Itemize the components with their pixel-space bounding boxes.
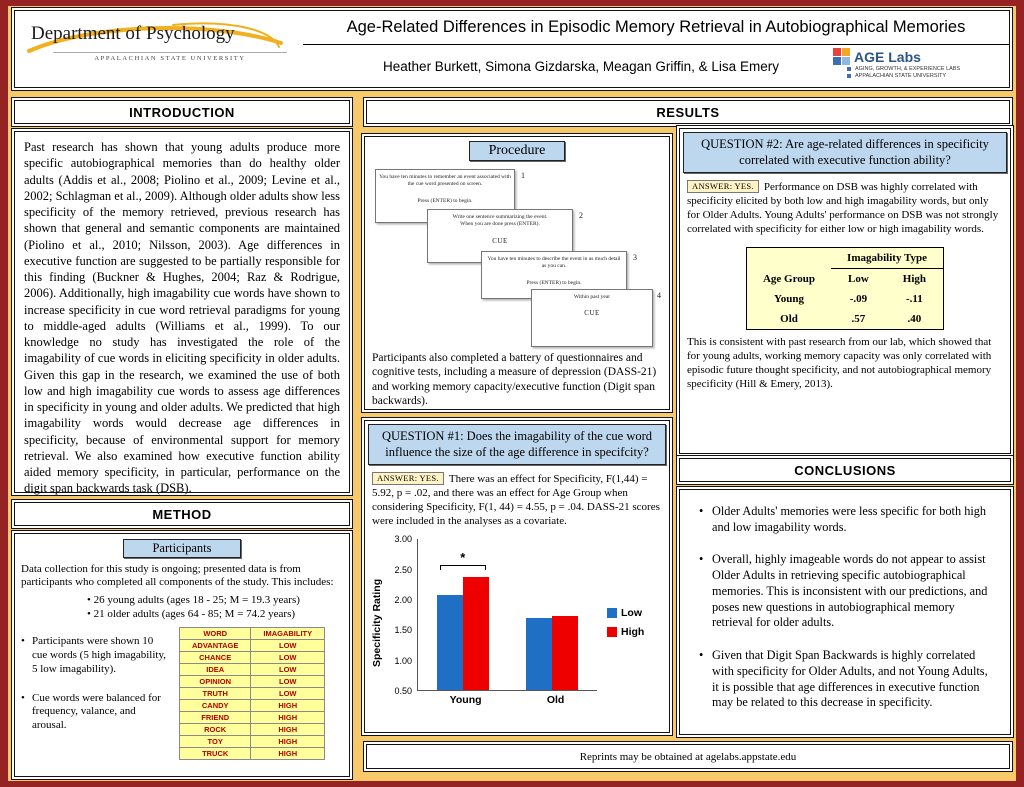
procedure-box xyxy=(364,136,670,410)
method-bullet-list xyxy=(87,593,349,622)
legend-swatch-icon xyxy=(607,627,617,637)
row-header: Young xyxy=(774,293,804,306)
age-labs-tagline-2: APPALACHIAN STATE UNIVERSITY xyxy=(833,73,1001,79)
slide-number: 2 xyxy=(579,211,583,220)
psych-logo-name: Department of Psychology xyxy=(31,23,235,44)
cell-word: ADVANTAGE xyxy=(180,640,251,652)
table-header-row xyxy=(746,269,943,290)
cell-word: FRIEND xyxy=(180,712,251,724)
question1-answer-text: There was an effect for Specificity, F(1,44) = 5.92, p = .02, and there was an effect for Age Group when considering Specificity, F(1, 44) = 4.55, p = .04. DASS-21 scores were included in the analyses as a covariate. xyxy=(372,473,660,528)
age-labs-name: AGE Labs xyxy=(854,48,921,65)
legend-swatch-icon xyxy=(607,608,617,618)
cell-imagability: HIGH xyxy=(251,748,325,760)
procedure-slide-4 xyxy=(531,289,653,347)
cell-word: TRUTH xyxy=(180,688,251,700)
span-header: Imagability Type xyxy=(831,248,943,269)
cue-word-table xyxy=(179,627,325,760)
question2-box xyxy=(679,128,1011,454)
introduction-text: Past research has shown that young adults produce more specific autobiographical memories than do healthy older adults (Addis et al., 2008; Piolino et al., 2009; Levine et al., 2002; Schlagman et al., 2009). Although older adults show less specificity of the memory retrieved, previous research has shown that general and semantic components are maintained (Piolino et al., 2010; Nilsson, 2003). Age differences in executive function are suggested to be partially responsible for this finding (Buckner & Hughes, 2004; Raz & Rodrigue, 2006). Additionally, high imagability cue words have shown to increase specificity in cue word retrieval paradigms for young to middle-aged adults (Williams et al., 1999). To our knowledge no study has investigated the role of the imagability of cue words in eliciting specificity in older adults. Given this gap in the research, we examined the use of both low and high imagability cue words to assess age differences in specificity in young and older adults. We predicted that high imagability words would decrease age differences in specificity, because of environmental support for memory retrieval. We also examined how executive function ability aided memory specificity, in particular, performance on the digit span backwards task (DSB). xyxy=(24,140,340,496)
chart-legend xyxy=(607,607,644,638)
slide-cue-text: CUE xyxy=(584,309,600,318)
introduction-heading: INTRODUCTION xyxy=(14,100,350,124)
correlation-value: -.09 xyxy=(849,293,868,306)
slide-text: Within past year xyxy=(573,294,611,300)
participants-subheading: Participants xyxy=(123,539,241,558)
cell-word: OPINION xyxy=(180,676,251,688)
procedure-subheading: Procedure xyxy=(469,141,565,161)
reprints-footer: Reprints may be obtained at agelabs.appstate.edu xyxy=(366,744,1010,769)
table-row xyxy=(746,309,943,330)
slide-number: 4 xyxy=(657,291,661,300)
slide-text: You have ten minutes to describe the event in as much detail as you can. xyxy=(487,256,621,270)
conclusions-heading: CONCLUSIONS xyxy=(679,458,1011,482)
table-row xyxy=(180,664,325,676)
psych-logo-subtitle: APPALACHIAN STATE UNIVERSITY xyxy=(53,52,287,62)
blank-cell xyxy=(746,248,831,269)
table-row xyxy=(180,748,325,760)
age-labs-tagline-1: AGING, GROWTH, & EXPERIENCE LABS xyxy=(833,66,1001,72)
cell-imagability: HIGH xyxy=(251,712,325,724)
question1-heading: QUESTION #1: Does the imagability of the cue word influence the size of the age difference in specifcity? xyxy=(368,424,666,465)
slide-text: Press (ENTER) to begin. xyxy=(417,197,473,204)
y-tick-label: 1.00 xyxy=(394,655,412,666)
legend-label: Low xyxy=(621,607,642,620)
legend-item-low xyxy=(607,607,644,619)
chart-plot-area xyxy=(417,539,597,691)
table-row xyxy=(180,700,325,712)
slide-text: You have ten minutes to remember an event associated with the cue word presented on screen. xyxy=(379,174,511,188)
correlation-table xyxy=(746,247,944,330)
age-labs-squares-icon xyxy=(833,48,850,65)
bar-old-high xyxy=(552,616,578,690)
x-category-label: Young xyxy=(449,694,482,707)
cell-imagability: LOW xyxy=(251,676,325,688)
table-row xyxy=(180,652,325,664)
authors-row xyxy=(303,45,1009,87)
bullet-item: • 26 young adults (ages 18 - 25; M = 19.3 years) xyxy=(87,593,349,607)
table-row xyxy=(746,289,943,309)
cell-imagability: HIGH xyxy=(251,724,325,736)
column-header: WORD xyxy=(180,628,251,640)
y-tick-label: 0.50 xyxy=(394,686,412,697)
chart-y-axis xyxy=(383,534,417,697)
cell-imagability: LOW xyxy=(251,664,325,676)
bar-young-low xyxy=(437,595,463,690)
table-row xyxy=(180,724,325,736)
legend-item-high xyxy=(607,626,644,638)
table-row xyxy=(180,736,325,748)
poster-title: Age-Related Differences in Episodic Memory Retrieval in Autobiographical Memories xyxy=(303,11,1009,45)
column-header: IMAGABILITY xyxy=(251,628,325,640)
y-tick-label: 3.00 xyxy=(394,534,412,545)
question1-box xyxy=(364,420,670,733)
bullet-item: • Given that Digit Span Backwards is highly correlated with specificity for Older Adults, and not Young Adults, it is possible that age differences in executive function may be related to this decrease in specificity. xyxy=(696,648,994,711)
cell-imagability: LOW xyxy=(251,640,325,652)
bullet-item: • Participants were shown 10 cue words (5 high imagability, 5 low imagability). xyxy=(19,635,169,676)
table-row xyxy=(180,688,325,700)
question2-note: This is consistent with past research from our lab, which showed that for young adults, working memory capacity was only correlated with episodic future thought specificity, and not autobiographical memory specificity (Hill & Emery, 2013). xyxy=(687,336,992,391)
cell-imagability: HIGH xyxy=(251,736,325,748)
table-header-row xyxy=(180,628,325,640)
bar-group-young xyxy=(437,539,489,690)
conclusions-list xyxy=(680,490,1010,725)
cell-imagability: LOW xyxy=(251,652,325,664)
correlation-value: .40 xyxy=(907,313,922,326)
slide-text: Write one sentence summarizing the event. xyxy=(452,214,548,220)
correlation-value: .57 xyxy=(851,313,866,326)
cell-word: TOY xyxy=(180,736,251,748)
authors-line: Heather Burkett, Simona Gizdarska, Meagan Griffin, & Lisa Emery xyxy=(383,58,779,74)
chart-x-axis-labels xyxy=(417,694,597,706)
method-bottom xyxy=(15,627,349,760)
question1-answer xyxy=(365,468,669,529)
method-box xyxy=(14,533,350,777)
table-span-row xyxy=(746,248,943,269)
x-category-label: Old xyxy=(546,694,565,707)
bar-old-low xyxy=(526,618,552,690)
significance-marker: * xyxy=(460,549,466,565)
poster-header xyxy=(14,10,1010,88)
answer-yes-badge: ANSWER: YES. xyxy=(372,472,444,485)
bullet-item: • Cue words were balanced for frequency, valance, and arousal. xyxy=(19,692,169,733)
conclusions-box xyxy=(679,489,1011,735)
bar-group-old xyxy=(526,539,578,690)
procedure-note: Participants also completed a battery of questionnaires and cognitive tests, including a measure of depression (DASS-21) and working memory capacity/executive function (Digit span backwards). xyxy=(372,352,657,408)
column-header: High xyxy=(902,273,926,286)
introduction-box xyxy=(14,131,350,496)
y-tick-label: 2.50 xyxy=(394,564,412,575)
psychology-dept-logo xyxy=(15,11,303,87)
slide-text: When you are done press (ENTER). xyxy=(460,221,540,228)
chart-y-axis-label: Specificity Rating xyxy=(371,578,383,667)
column-header: Age Group xyxy=(762,272,816,285)
slide-number: 3 xyxy=(633,253,637,262)
y-tick-label: 1.50 xyxy=(394,625,412,636)
bar-young-high xyxy=(463,577,489,691)
question2-heading: QUESTION #2: Are age-related differences in specificity correlated with executive function ability? xyxy=(683,132,1007,173)
answer-yes-badge: ANSWER: YES. xyxy=(687,180,759,193)
question2-answer xyxy=(680,176,1010,237)
cell-word: CHANCE xyxy=(180,652,251,664)
cell-imagability: LOW xyxy=(251,688,325,700)
correlation-value: -.11 xyxy=(905,293,923,306)
header-right xyxy=(303,11,1009,87)
age-labs-logo xyxy=(833,48,1001,79)
slide-text: Press (ENTER) to begin. xyxy=(526,279,582,286)
bullet-item: • Overall, highly imageable words do not appear to assist Older Adults in retrieving specific autobiographical memories. This is inconsistent with our predictions, and poses new questions in autobiographical memory retrieval for older adults. xyxy=(696,552,994,631)
significance-bracket xyxy=(440,565,486,570)
procedure-slides xyxy=(369,167,665,349)
results-heading: RESULTS xyxy=(366,100,1010,124)
table-row xyxy=(180,676,325,688)
bullet-item: • 21 older adults (ages 64 - 85; M = 74.2 years) xyxy=(87,607,349,621)
method-intro-text: Data collection for this study is ongoing; presented data is from participants who completed all components of the study. This includes: xyxy=(21,563,334,589)
y-tick-label: 2.00 xyxy=(394,594,412,605)
cell-word: TRUCK xyxy=(180,748,251,760)
chart-plot-column xyxy=(383,534,597,707)
legend-label: High xyxy=(621,626,645,639)
method-heading: METHOD xyxy=(14,502,350,526)
table-row xyxy=(180,712,325,724)
cell-imagability: HIGH xyxy=(251,700,325,712)
question2-answer-text: Performance on DSB was highly correlated with specificity elicited by both low and high imagability words, but only for Older Adults. Young Adults' performance on DSB was not strongly correlated with specificity for either low or high imagability words. xyxy=(687,181,999,236)
cell-word: ROCK xyxy=(180,724,251,736)
cell-word: CANDY xyxy=(180,700,251,712)
column-header: Low xyxy=(848,273,869,286)
method-side-bullets xyxy=(19,635,169,760)
table-row xyxy=(180,640,325,652)
row-header: Old xyxy=(780,313,798,326)
specificity-chart xyxy=(371,534,669,707)
bullet-item: • Older Adults' memories were less specific for both high and low imagability words. xyxy=(696,504,994,535)
cell-word: IDEA xyxy=(180,664,251,676)
slide-cue-text: CUE xyxy=(492,236,508,245)
slide-number: 1 xyxy=(521,171,525,180)
